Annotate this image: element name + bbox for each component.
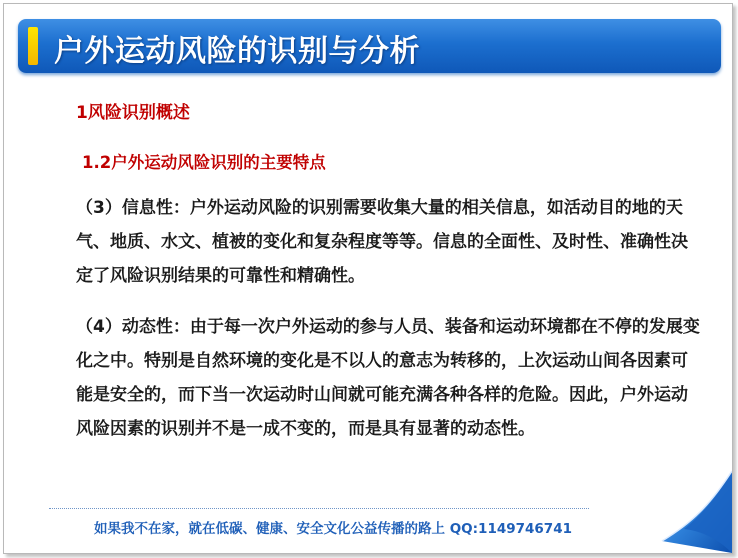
footer-text: 如果我不在家，就在低碳、健康、安全文化公益传播的路上 QQ:1149746741 xyxy=(94,521,572,537)
title-accent-bar xyxy=(28,27,38,65)
subsection-heading: 1.2户外运动风险识别的主要特点 xyxy=(82,153,326,172)
section-heading: 1风险识别概述 xyxy=(76,103,190,123)
paragraph-dynamic: （4）动态性：由于每一次户外运动的参与人员、装备和运动环境都在不停的发展变化之中。特别是自然环境的变化是不以人的意志为转移的，上次运动山间各因素可能是安全的，而下当一次运动时山间就可能充满各种各样的危险。因此，户外运动风险因素的识别并不是一成不变的，而是具有显著的动态性。 xyxy=(76,317,700,439)
paragraph-information: （3）信息性：户外运动风险的识别需要收集大量的相关信息，如活动目的地的天气、地质、水文、植被的变化和复杂程度等等。信息的全面性、及时性、准确性决定了风险识别结果的可靠性和精确性。 xyxy=(76,198,688,286)
page-curl-decoration xyxy=(622,443,732,553)
slide-title: 户外运动风险的识别与分析 xyxy=(54,34,420,69)
slide xyxy=(3,3,733,554)
footer-divider xyxy=(49,508,589,509)
